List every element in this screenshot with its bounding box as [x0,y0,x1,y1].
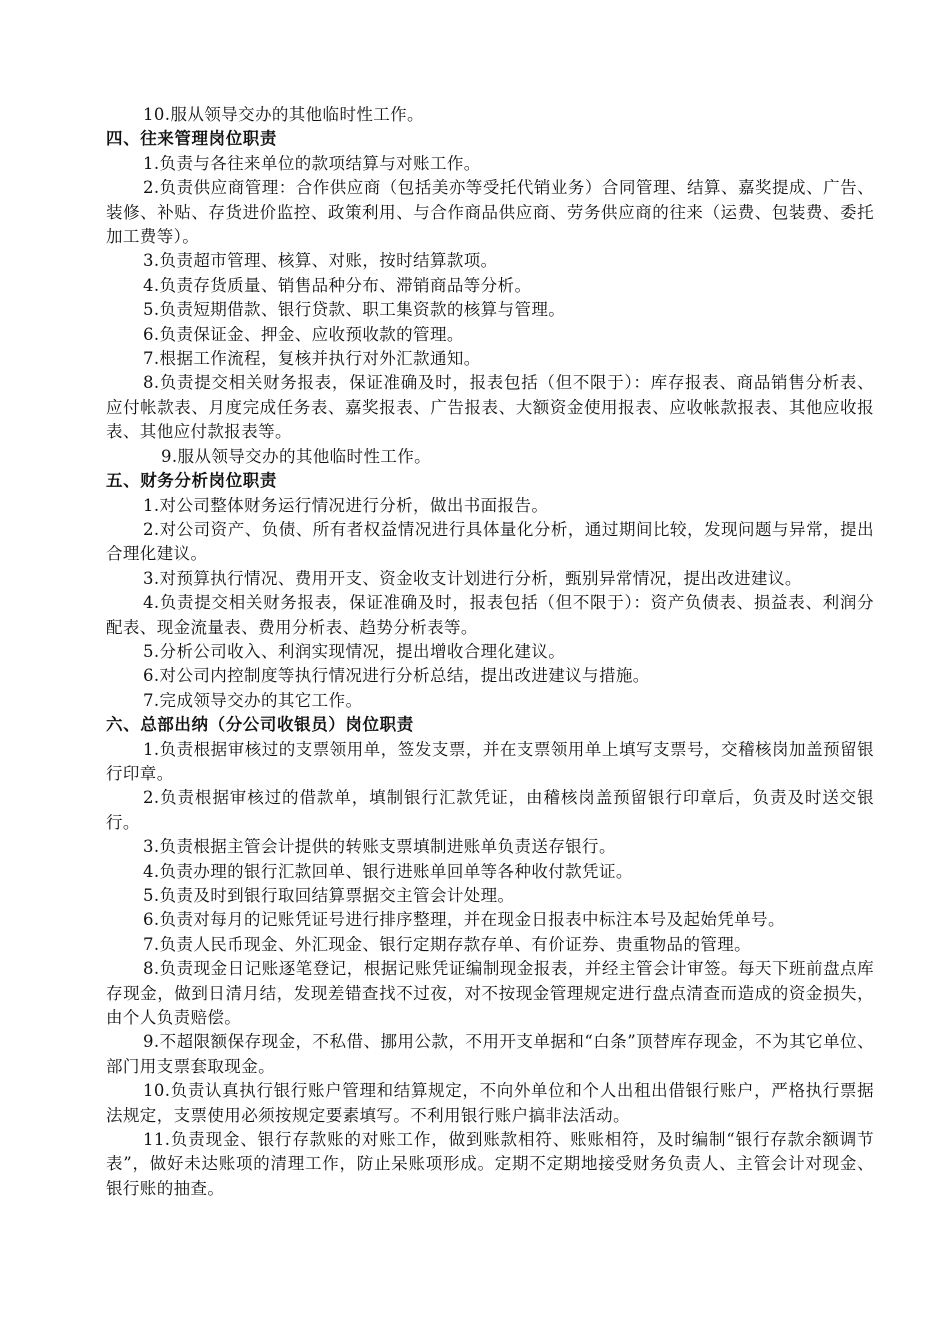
list-item: 9.不超限额保存现金，不私借、挪用公款，不用开支单据和“白条”顶替库存现金，不为其它单位、部门用支票套取现金。 [106,1032,874,1076]
list-item: 9.服从领导交办的其他临时性工作。 [161,446,432,466]
document-body [106,103,874,1201]
list-item: 5.分析公司收入、利润实现情况，提出增收合理化建议。 [143,641,566,661]
list-item: 7.完成领导交办的其它工作。 [143,690,363,710]
list-item: 2.负责供应商管理：合作供应商（包括美亦等受托代销业务）合同管理、结算、嘉奖提成、广告、装修、补贴、存货进价监控、政策利用、与合作商品供应商、劳务供应商的往来（运费、包装费、委托加工费等）。 [106,178,874,247]
section-heading: 五、财务分析岗位职责 [106,471,277,491]
list-item: 7.根据工作流程，复核并执行对外汇款通知。 [143,349,481,369]
list-item: 8.负责提交相关财务报表，保证准确及时，报表包括（但不限于）：库存报表、商品销售分析表、应付帐款表、月度完成任务表、嘉奖报表、广告报表、大额资金使用报表、应收帐款报表、其他应收报表、其他应付款报表等。 [106,373,874,442]
list-item: 6.负责对每月的记账凭证号进行排序整理，并在现金日报表中标注本号及起始凭单号。 [143,910,785,930]
list-item: 3.对预算执行情况、费用开支、资金收支计划进行分析，甄别异常情况，提出改进建议。 [143,568,802,588]
list-item: 5.负责短期借款、银行贷款、职工集资款的核算与管理。 [143,300,566,320]
list-item: 4.负责存货质量、销售品种分布、滞销商品等分析。 [143,275,532,295]
list-item: 7.负责人民币现金、外汇现金、银行定期存款存单、有价证券、贵重物品的管理。 [143,934,752,954]
list-item: 11.负责现金、银行存款账的对账工作，做到账款相符、账账相符，及时编制“银行存款余额调节表”，做好未达账项的清理工作，防止呆账项形成。定期不定期地接受财务负责人、主管会计对现金、银行账的抽查。 [106,1130,874,1198]
list-item: 1.负责与各往来单位的款项结算与对账工作。 [143,153,481,173]
list-item: 1.负责根据审核过的支票领用单，签发支票，并在支票领用单上填写支票号，交稽核岗加盖预留银行印章。 [106,739,874,783]
list-item: 6.对公司内控制度等执行情况进行分析总结，提出改进建议与措施。 [143,666,650,686]
list-item: 4.负责提交相关财务报表，保证准确及时，报表包括（但不限于）：资产负债表、损益表、利润分配表、现金流量表、费用分析表、趋势分析表等。 [106,593,874,637]
section-heading: 四、往来管理岗位职责 [106,129,277,149]
list-item: 10.服从领导交办的其他临时性工作。 [143,105,424,124]
list-item: 3.负责根据主管会计提供的转账支票填制进账单负责送存银行。 [143,837,616,857]
list-item: 2.负责根据审核过的借款单，填制银行汇款凭证，由稽核岗盖预留银行印章后，负责及时送交银行。 [106,788,874,832]
list-item: 10.负责认真执行银行账户管理和结算规定，不向外单位和个人出租出借银行账户，严格执行票据法规定，支票使用必须按规定要素填写。不利用银行账户搞非法活动。 [106,1081,874,1125]
list-item: 8.负责现金日记账逐笔登记，根据记账凭证编制现金报表，并经主管会计审签。每天下班前盘点库存现金，做到日清月结，发现差错查找不过夜，对不按现金管理规定进行盘点清查而造成的资金损失，由个人负责赔偿。 [106,959,874,1028]
list-item: 5.负责及时到银行取回结算票据交主管会计处理。 [143,886,515,905]
list-item: 2.对公司资产、负债、所有者权益情况进行具体量化分析，通过期间比较，发现问题与异常，提出合理化建议。 [106,519,874,564]
list-item: 1.对公司整体财务运行情况进行分析，做出书面报告。 [143,495,549,515]
list-item: 4.负责办理的银行汇款回单、银行进账单回单等各种收付款凭证。 [143,861,633,881]
list-item: 3.负责超市管理、核算、对账，按时结算款项。 [143,251,498,271]
section-heading: 六、总部出纳（分公司收银员）岗位职责 [106,715,414,735]
list-item: 6.负责保证金、押金、应收预收款的管理。 [143,324,464,344]
